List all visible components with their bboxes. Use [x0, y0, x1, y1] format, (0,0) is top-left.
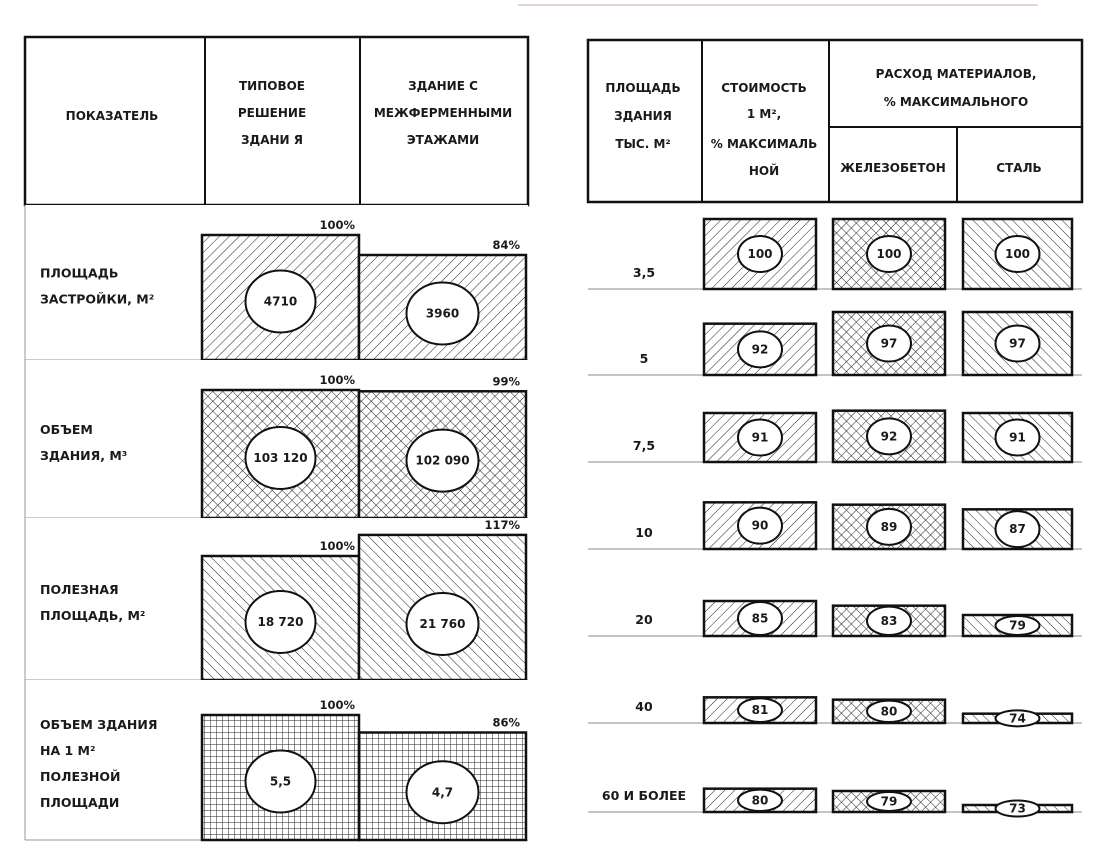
- value-concrete: 80: [880, 704, 898, 719]
- area-label: 3,5: [632, 265, 656, 280]
- value-cost: 100: [747, 247, 773, 261]
- value-steel: 73: [1009, 801, 1026, 816]
- row-label-line: ЗДАНИЯ, М³: [40, 448, 128, 463]
- pct-label-typical: 100%: [319, 373, 355, 387]
- area-label: 40: [635, 699, 653, 714]
- header-materials-line: % МАКСИМАЛЬНОГО: [883, 95, 1029, 109]
- value-cost: 80: [751, 793, 769, 808]
- header-cost-line: НОЙ: [748, 164, 780, 178]
- value-cost: 90: [751, 518, 769, 533]
- header-typical-line: ЗДАНИ Я: [240, 133, 304, 147]
- pct-label-typical: 100%: [319, 698, 355, 712]
- header-concrete: ЖЕЛЕЗОБЕТОН: [840, 161, 946, 175]
- value-cost: 81: [751, 703, 769, 718]
- value-typical: 5,5: [269, 774, 292, 789]
- value-concrete: 92: [880, 429, 898, 444]
- value-cost: 85: [751, 611, 769, 626]
- area-label: 7,5: [632, 438, 656, 453]
- value-cost: 91: [751, 430, 769, 445]
- row-label-line: ПОЛЕЗНАЯ: [40, 582, 119, 597]
- header-cost-line: 1 М²,: [746, 107, 782, 121]
- header-materials-line: РАСХОД МАТЕРИАЛОВ,: [875, 67, 1037, 81]
- value-inter: 4,7: [431, 785, 454, 800]
- right-rows: [588, 219, 1082, 817]
- row-label-line: ПЛОЩАДЬ, М²: [40, 608, 146, 623]
- value-inter: 3960: [425, 306, 460, 321]
- value-steel: 74: [1009, 711, 1026, 726]
- header-inter-line: ЭТАЖАМИ: [406, 133, 480, 147]
- pct-label-typical: 100%: [319, 218, 355, 232]
- row-label-line: НА 1 М²: [40, 743, 96, 758]
- pct-label-typical: 100%: [319, 539, 355, 553]
- value-typical: 4710: [263, 294, 298, 309]
- value-steel: 97: [1009, 336, 1026, 351]
- pct-label-inter: 86%: [492, 715, 520, 730]
- row-label-line: ПЛОЩАДИ: [40, 795, 120, 810]
- header-steel: СТАЛЬ: [996, 161, 1042, 175]
- value-cost: 92: [751, 342, 769, 357]
- area-label: 60 И БОЛЕЕ: [601, 788, 687, 803]
- header-typical-line: РЕШЕНИЕ: [237, 106, 307, 120]
- header-inter-line: МЕЖФЕРМЕННЫМИ: [373, 106, 513, 120]
- row-label-line: ПЛОЩАДЬ: [40, 265, 119, 281]
- value-typical: 103 120: [253, 451, 308, 465]
- header-area-line: ЗДАНИЯ: [614, 109, 672, 123]
- row-label-line: ПОЛЕЗНОЙ: [40, 769, 121, 784]
- value-concrete: 79: [880, 794, 898, 809]
- header-cost-line: % МАКСИМАЛЬ: [710, 137, 818, 151]
- value-steel: 87: [1009, 522, 1026, 537]
- area-label: 5: [639, 351, 649, 366]
- value-steel: 91: [1009, 430, 1026, 445]
- value-concrete: 97: [880, 336, 898, 351]
- pct-label-inter: 84%: [492, 238, 520, 252]
- area-label: 20: [635, 612, 653, 627]
- value-inter: 21 760: [419, 617, 466, 631]
- value-steel: 79: [1009, 618, 1026, 633]
- header-area-line: ПЛОЩАДЬ: [605, 81, 681, 95]
- area-label: 10: [635, 525, 653, 540]
- value-concrete: 83: [880, 613, 898, 628]
- row-label-line: ОБЪЕМ: [40, 422, 93, 437]
- header-area-line: ТЫС. М²: [615, 137, 671, 151]
- value-concrete: 89: [880, 519, 898, 534]
- pct-label-inter: 99%: [492, 374, 520, 389]
- header-typical-line: ТИПОВОЕ: [238, 79, 306, 93]
- row-label-line: ОБЪЕМ ЗДАНИЯ: [40, 717, 158, 732]
- value-steel: 100: [1004, 247, 1031, 261]
- header-indicator: ПОКАЗАТЕЛЬ: [65, 109, 159, 123]
- row-label-line: ЗАСТРОЙКИ, М²: [40, 291, 155, 307]
- header-inter-line: ЗДАНИЕ С: [408, 79, 478, 93]
- value-typical: 18 720: [257, 615, 304, 629]
- header-cost-line: СТОИМОСТЬ: [721, 81, 807, 95]
- value-concrete: 100: [876, 247, 902, 261]
- value-inter: 102 090: [415, 453, 470, 468]
- pct-label-inter: 117%: [484, 517, 520, 532]
